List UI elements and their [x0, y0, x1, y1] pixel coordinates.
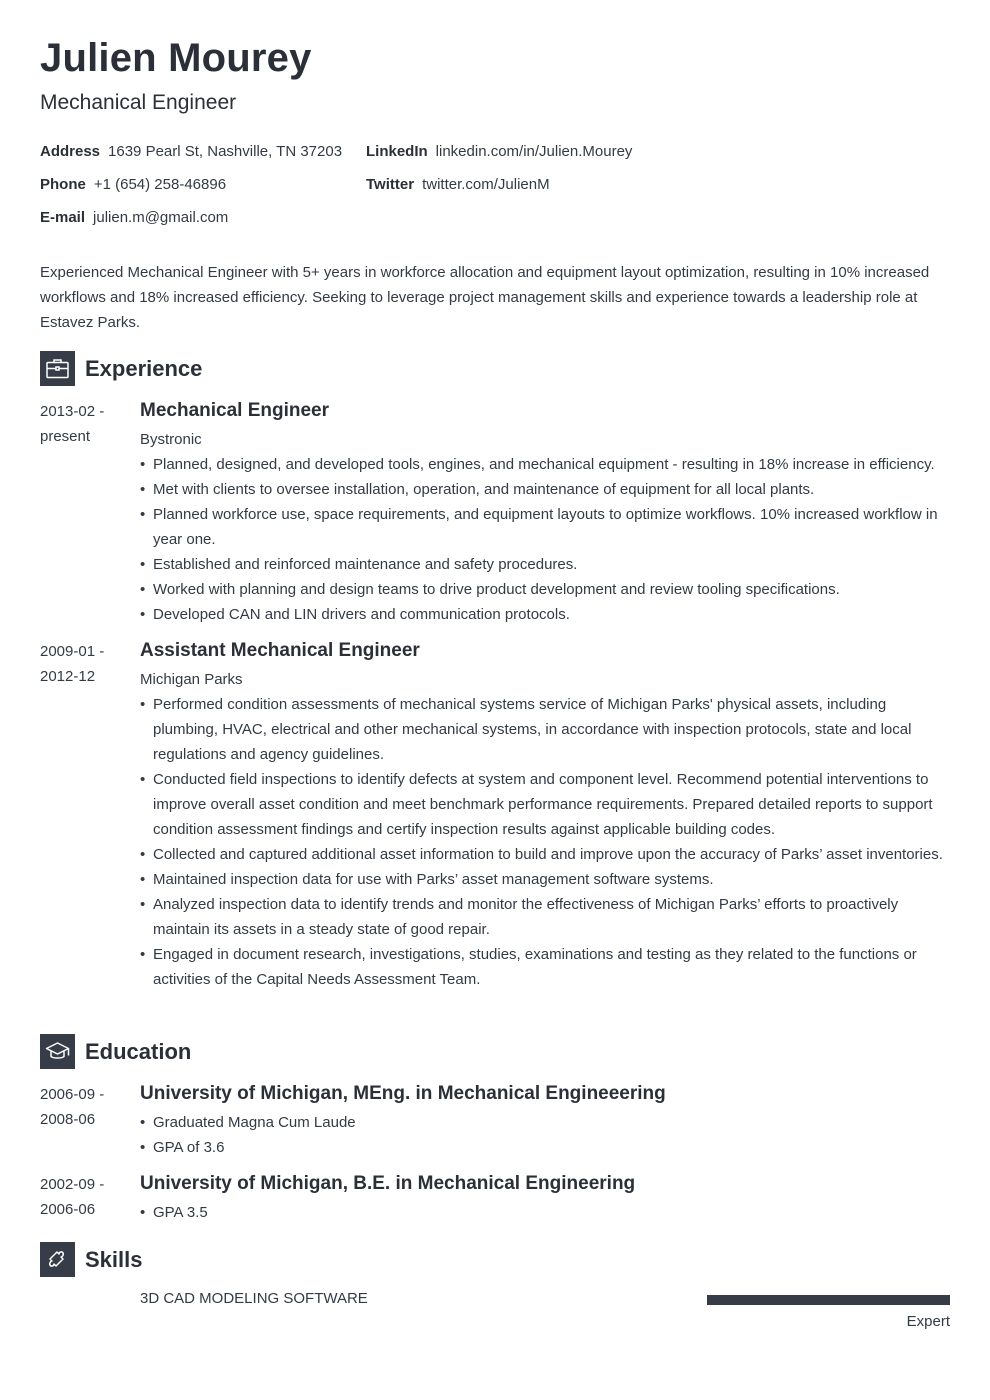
experience-bullet: • Established and reinforced maintenance and safety procedures. — [140, 552, 950, 577]
candidate-title: Mechanical Engineer — [40, 91, 237, 114]
contact-twitter-value[interactable]: twitter.com/JulienM — [422, 176, 550, 193]
experience-role: Mechanical Engineer — [140, 400, 330, 421]
experience-date — [40, 399, 130, 449]
experience-bullet: • Performed condition assessments of mechanical systems service of Michigan Parks' physical assets, including plumbing, HVAC, electrical and other mechanical systems, in accordance with inspection protocols, state and local regulations and agency guidelines. — [140, 692, 950, 767]
experience-company: Bystronic — [140, 431, 202, 448]
education-date-start: 2002-09 - — [40, 1176, 105, 1193]
education-degree: University of Michigan, MEng. in Mechanical Engineeering — [140, 1083, 666, 1104]
experience-bullet: • Engaged in document research, investigations, studies, examinations and testing as they related to the functions or activities of the Capital Needs Assessment Team. — [140, 942, 950, 992]
skill-level-fill — [707, 1295, 950, 1305]
experience-bullet: • Collected and captured additional asset information to build and improve upon the accuracy of Parks’ asset inventories. — [140, 842, 950, 867]
contact-address — [40, 143, 342, 160]
experience-bullet: • Maintained inspection data for use with Parks’ asset management software systems. — [140, 867, 950, 892]
education-bullets — [140, 1110, 950, 1160]
contact-address-value: 1639 Pearl St, Nashville, TN 37203 — [108, 143, 343, 160]
experience-date-end: 2012-12 — [40, 668, 96, 685]
experience-bullets — [140, 692, 950, 992]
education-entry — [40, 1172, 950, 1225]
experience-company: Michigan Parks — [140, 671, 243, 688]
education-entry — [40, 1082, 950, 1160]
experience-section-header — [40, 351, 202, 386]
contact-linkedin-label: LinkedIn — [366, 143, 428, 160]
education-date-start: 2006-09 - — [40, 1086, 105, 1103]
education-bullet: • Graduated Magna Cum Laude — [140, 1110, 950, 1135]
education-bullet: • GPA 3.5 — [140, 1200, 950, 1225]
experience-entry — [40, 399, 950, 627]
education-date-end: 2008-06 — [40, 1111, 96, 1128]
contact-linkedin — [366, 143, 632, 160]
skill-level-label: Expert — [906, 1313, 950, 1330]
education-date — [40, 1172, 130, 1222]
profile-summary: Experienced Mechanical Engineer with 5+ years in workforce allocation and equipment layout optimization, resulting in 10% increased workflows and 18% increased efficiency. Seeking to leverage project management skills and experience towards a leadership role at Estavez Parks. — [40, 264, 930, 331]
experience-entry — [40, 639, 950, 992]
contact-twitter — [366, 176, 550, 193]
education-section-header — [40, 1034, 191, 1069]
experience-bullet: • Planned workforce use, space requirements, and equipment layouts to optimize workflows. 10% increased workflow in year one. — [140, 502, 950, 552]
experience-date-start: 2013-02 - — [40, 403, 105, 420]
experience-bullet: • Conducted field inspections to identify defects at system and component level. Recommend potential interventions to improve overall asset condition and meet benchmark performance requirements. Prepared detailed reports to support condition assessment findings and certify inspection results against applicable building codes. — [140, 767, 950, 842]
contact-phone — [40, 176, 226, 193]
skill-name: 3D CAD MODELING SOFTWARE — [140, 1290, 368, 1307]
contact-email-value[interactable]: julien.m@gmail.com — [93, 209, 229, 226]
experience-bullet: • Worked with planning and design teams to drive product development and review tooling specifications. — [140, 577, 950, 602]
experience-bullets — [140, 452, 950, 627]
briefcase-icon — [40, 351, 75, 386]
contact-phone-label: Phone — [40, 176, 86, 193]
candidate-name: Julien Mourey — [40, 36, 312, 80]
contact-linkedin-value[interactable]: linkedin.com/in/Julien.Mourey — [435, 143, 633, 160]
experience-heading: Experience — [85, 355, 203, 381]
contact-email — [40, 209, 228, 226]
contact-phone-value: +1 (654) 258-46896 — [93, 176, 227, 193]
experience-bullet: • Planned, designed, and developed tools, engines, and mechanical equipment - resulting in 18% increase in efficiency. — [140, 452, 950, 477]
education-date-end: 2006-06 — [40, 1201, 96, 1218]
experience-date-end: present — [40, 428, 91, 445]
experience-role: Assistant Mechanical Engineer — [140, 640, 420, 661]
contact-address-label: Address — [40, 143, 101, 160]
puzzle-icon — [40, 1242, 75, 1277]
education-date — [40, 1082, 130, 1132]
experience-date-start: 2009-01 - — [40, 643, 105, 660]
experience-bullet: • Analyzed inspection data to identify trends and monitor the effectiveness of Michigan Parks’ efforts to proactively maintain its assets in a steady state of good repair. — [140, 892, 950, 942]
skill-level-bar — [707, 1295, 950, 1305]
experience-bullet: • Met with clients to oversee installation, operation, and maintenance of equipment for all local plants. — [140, 477, 950, 502]
skills-section-header — [40, 1242, 142, 1277]
graduation-cap-icon — [40, 1034, 75, 1069]
education-bullet: • GPA of 3.6 — [140, 1135, 950, 1160]
contact-twitter-label: Twitter — [366, 176, 415, 193]
experience-bullet: • Developed CAN and LIN drivers and communication protocols. — [140, 602, 950, 627]
experience-date — [40, 639, 130, 689]
education-bullets — [140, 1200, 950, 1225]
contact-email-label: E-mail — [40, 209, 86, 226]
education-heading: Education — [85, 1038, 192, 1064]
education-degree: University of Michigan, B.E. in Mechanical Engineering — [140, 1173, 636, 1194]
skills-heading: Skills — [85, 1246, 143, 1272]
